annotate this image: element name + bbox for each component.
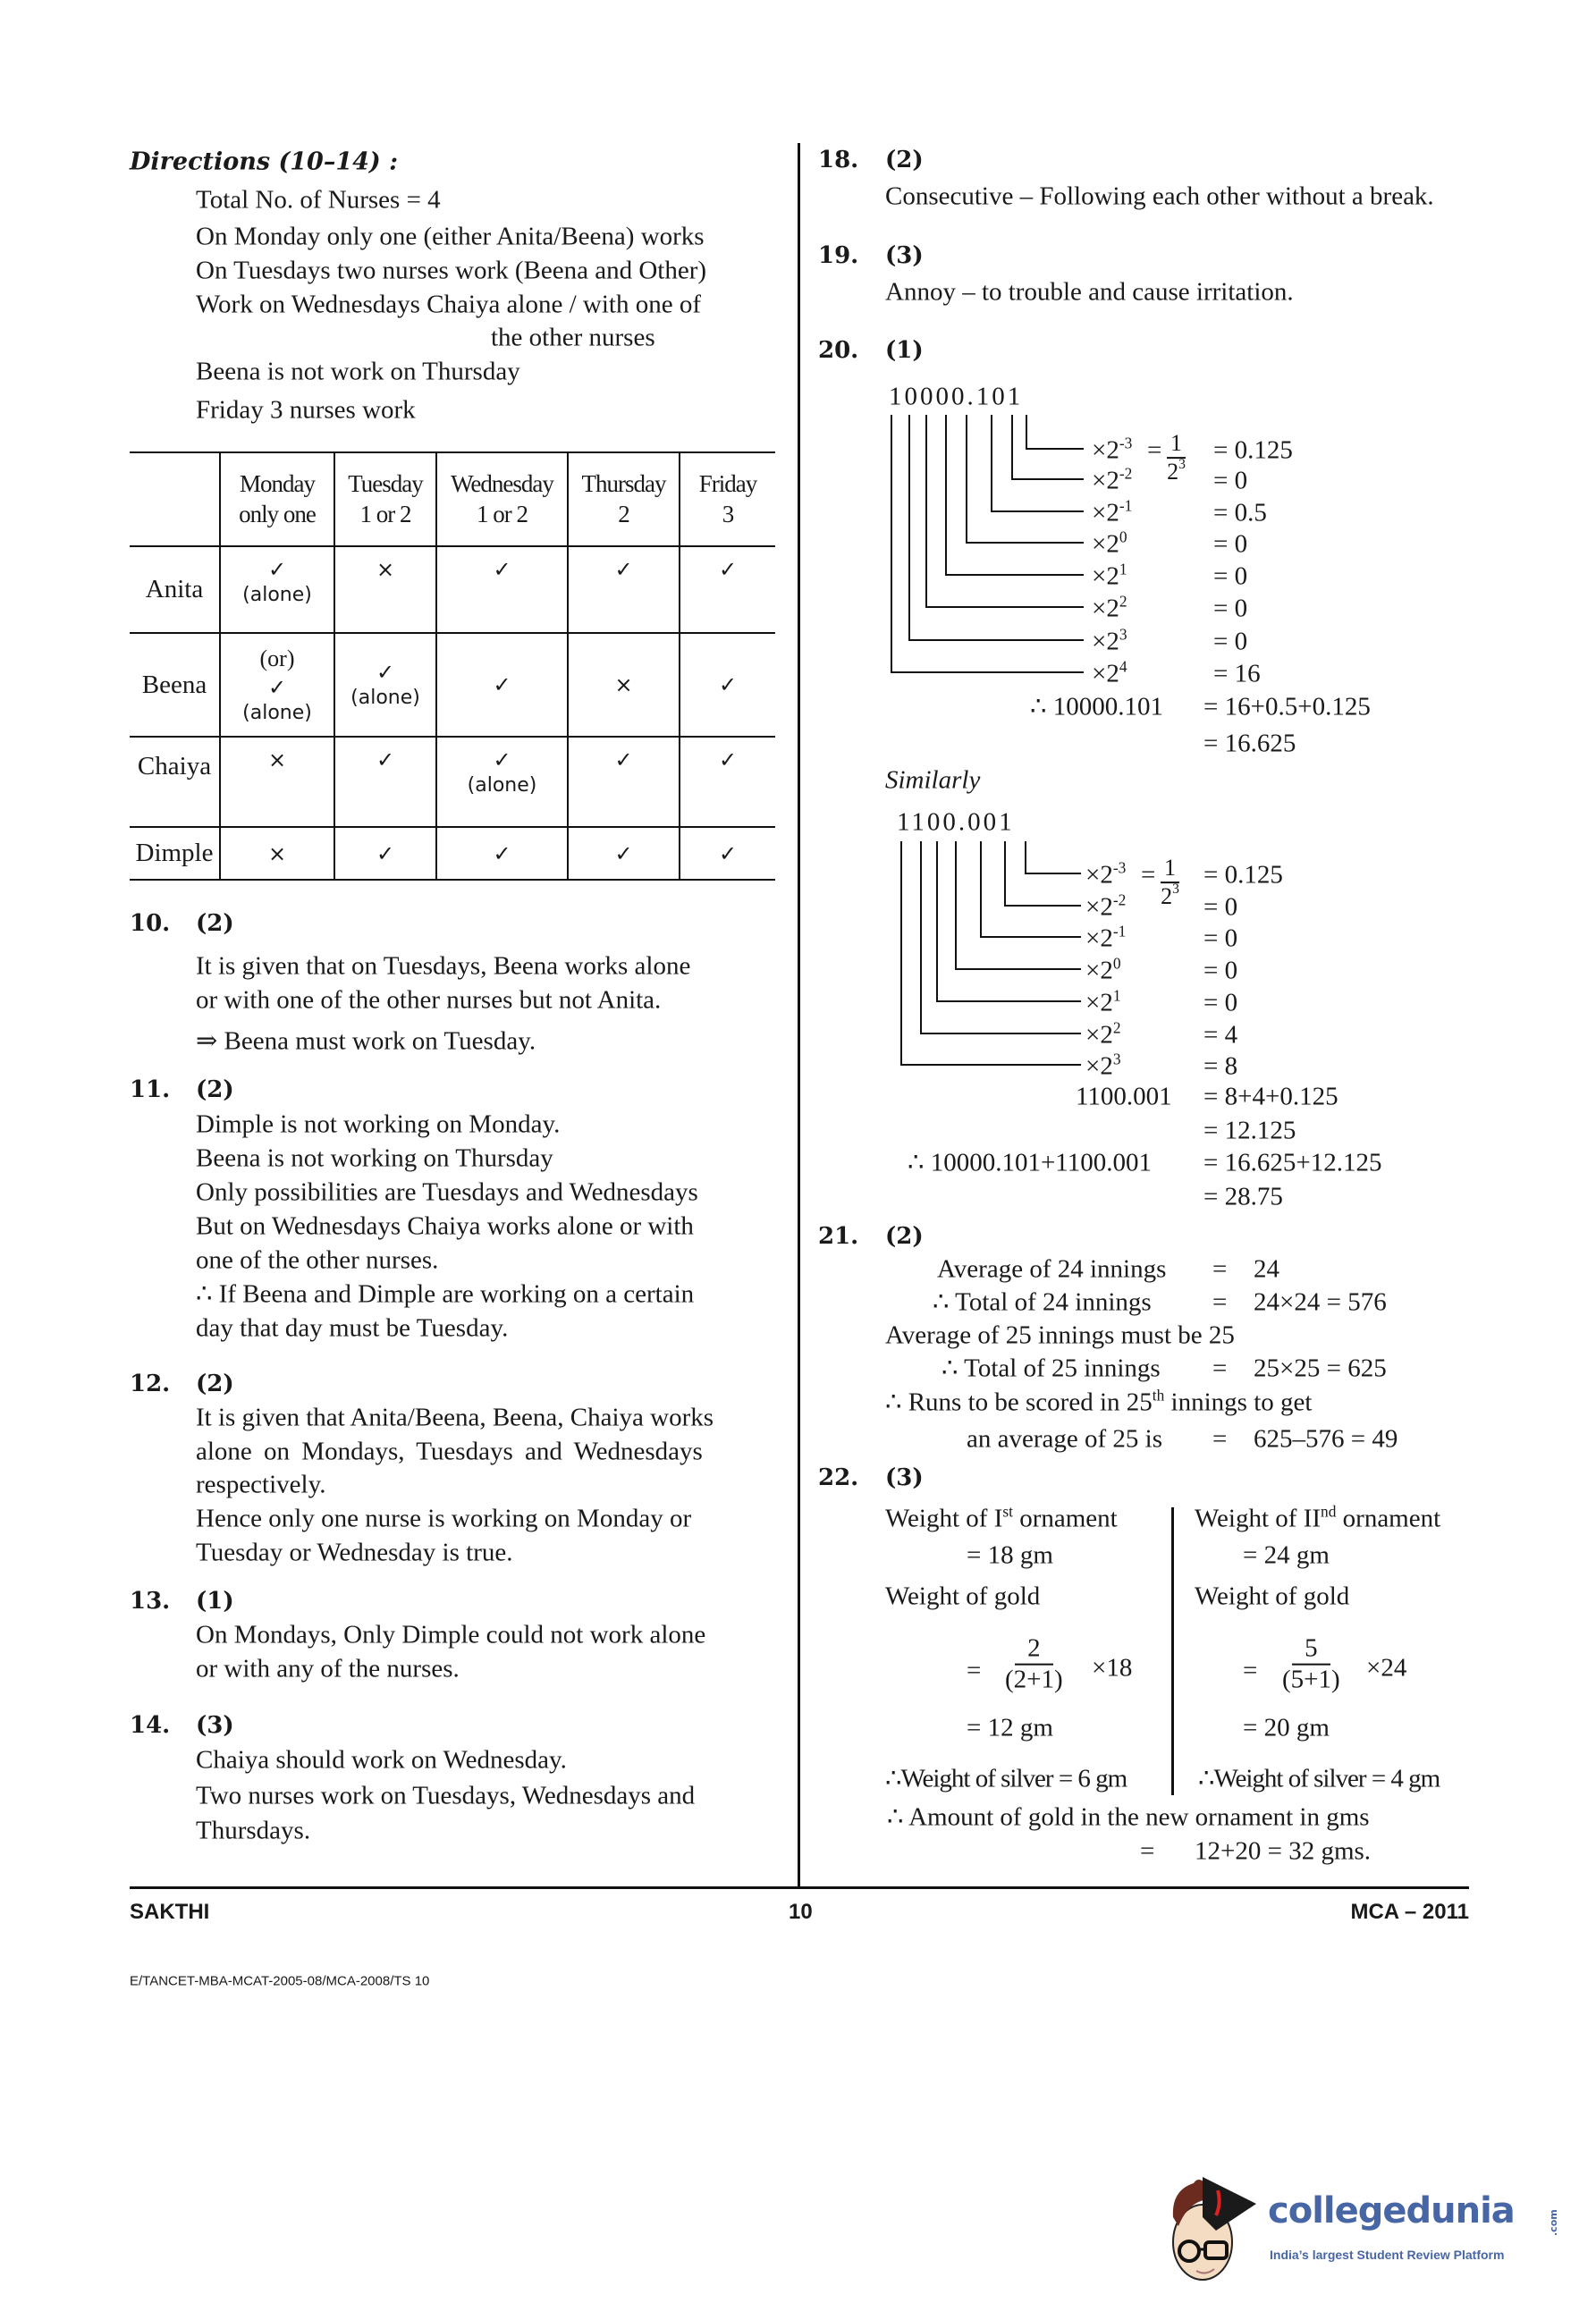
answer-line: ∴ Amount of gold in the new ornament in gms [887, 1802, 1370, 1832]
answer-line: respectively. [196, 1470, 326, 1499]
gold-result: = 20 gm [1243, 1713, 1330, 1742]
question-number: 11. [130, 1076, 171, 1103]
answer-line: Tuesday or Wednesday is true. [196, 1538, 513, 1567]
place-value: = 16 [1213, 659, 1261, 688]
answer-option: (2) [196, 1076, 234, 1103]
exponent: 3 [1172, 882, 1179, 897]
exponent: -1 [1112, 922, 1127, 941]
place-value: = 4 [1203, 1020, 1238, 1050]
exponent: 4 [1119, 657, 1127, 676]
header-count: 1 or 2 [477, 500, 528, 527]
answer-line: It is given that on Tuesdays, Beena works alone [196, 951, 691, 981]
answer-line: Hence only one nurse is working on Monday or [196, 1504, 692, 1533]
silver-weight: ∴Weight of silver = 4 gm [1198, 1764, 1440, 1793]
answer-line: Chaiya should work on Wednesday. [196, 1745, 567, 1775]
check-icon: ✓ [614, 747, 633, 772]
superscript: th [1152, 1386, 1165, 1405]
exponent: 3 [1178, 457, 1186, 472]
place-value-connector [981, 841, 1081, 937]
exponent: 0 [1112, 954, 1121, 973]
final-answer: 12+20 = 32 gms. [1195, 1836, 1372, 1866]
text: Weight of II [1195, 1504, 1322, 1533]
answer-value: 625–576 = 49 [1254, 1424, 1398, 1454]
check-icon: ✓ [493, 840, 511, 866]
answer-line: or with one of the other nurses but not Anita. [196, 985, 662, 1015]
check-icon: ✓ [614, 557, 633, 582]
text: innings to get [1164, 1388, 1313, 1417]
exponent: 2 [1119, 592, 1127, 611]
footer-publisher: SAKTHI [130, 1900, 210, 1924]
equals: = [1140, 1836, 1155, 1866]
header-day: Tuesday [348, 469, 423, 497]
place-value: = 8 [1203, 1051, 1238, 1081]
multiplier: ×18 [1092, 1653, 1133, 1683]
ornament-weight: = 24 gm [1243, 1540, 1330, 1570]
sum-expression: = 16+0.5+0.125 [1203, 692, 1371, 721]
answer-value: 24×24 = 576 [1254, 1287, 1387, 1317]
gold-fraction [1282, 1634, 1340, 1696]
numerator: 2 [1015, 1634, 1053, 1666]
direction-line: Beena is not work on Thursday [196, 357, 520, 386]
direction-line: Total No. of Nurses = 4 [196, 185, 441, 215]
nurse-name: Anita [130, 546, 220, 633]
power-of-two-label: $\times 2^2$ [1085, 1018, 1121, 1050]
fraction [1167, 430, 1186, 485]
direction-line: Friday 3 nurses work [196, 395, 416, 425]
cross-icon: × [614, 672, 633, 697]
answer-line: But on Wednesdays Chaiya works alone or with [196, 1211, 694, 1241]
total-expression: = 16.625+12.125 [1203, 1148, 1382, 1177]
answer-line: Average of 25 innings must be 25 [885, 1320, 1235, 1350]
answer-line: ⇒ Beena must work on Tuesday. [196, 1026, 536, 1056]
answer-line: alone on Mondays, Tuesdays and Wednesdays [196, 1437, 703, 1466]
multiplier: ×24 [1366, 1653, 1407, 1683]
mascot-icon [1162, 2164, 1261, 2289]
check-icon: ✓ [718, 840, 738, 866]
check-icon: ✓ [376, 747, 395, 772]
question-number: 22. [818, 1464, 859, 1491]
denominator: (2+1) [1005, 1666, 1063, 1694]
check-icon: ✓ [267, 674, 287, 700]
header-day: Friday [698, 469, 757, 497]
header-count: 2 [618, 500, 629, 527]
power-of-two-label: $\times 2^{-2}$ [1085, 890, 1127, 922]
place-value: = 0.5 [1213, 498, 1267, 527]
answer-option: (2) [885, 147, 924, 173]
header-count: 3 [722, 500, 734, 527]
answer-line: Only possibilities are Tuesdays and Wednesdays [196, 1177, 698, 1207]
cell-note: (alone) [467, 774, 537, 797]
binary-number: 10000.101 [889, 382, 1024, 411]
superscript: st [1002, 1502, 1013, 1521]
exponent: -3 [1119, 434, 1133, 452]
exponent: -3 [1112, 858, 1127, 877]
answer-line: Annoy – to trouble and cause irritation. [885, 277, 1294, 307]
power-of-two-label: $\times 2^{-3}$ [1092, 434, 1133, 465]
answer-value: 25×25 = 625 [1254, 1354, 1387, 1383]
superscript: nd [1321, 1502, 1337, 1521]
sum-result: = 12.125 [1203, 1116, 1296, 1145]
total-label: ∴ 10000.101+1100.001 [908, 1148, 1152, 1177]
place-value: = 0 [1213, 627, 1248, 656]
sum-expression: = 8+4+0.125 [1203, 1082, 1338, 1111]
check-icon: ✓ [376, 660, 395, 686]
place-value: = 0 [1213, 466, 1248, 495]
place-value-connector [1012, 415, 1084, 479]
answer-line: Dimple is not working on Monday. [196, 1109, 561, 1139]
text: ornament [1012, 1504, 1118, 1533]
exponent: -2 [1112, 890, 1127, 909]
text: Weight of I [885, 1504, 1003, 1533]
question-number: 20. [818, 337, 859, 364]
answer-value: 24 [1254, 1254, 1279, 1284]
answer-line: It is given that Anita/Beena, Beena, Chaiya works [196, 1403, 714, 1432]
equals: = [1141, 860, 1156, 890]
numerator: 1 [1167, 430, 1186, 459]
cell-note: (alone) [242, 584, 312, 606]
check-icon: ✓ [718, 672, 738, 697]
text: ornament [1336, 1504, 1441, 1533]
place-value: = 0 [1213, 561, 1248, 591]
question-number: 12. [130, 1371, 171, 1397]
power-of-two-label: $\times 2^{-3}$ [1085, 858, 1127, 890]
denominator: (5+1) [1282, 1666, 1340, 1694]
similarly-label: Similarly [885, 765, 981, 795]
cross-icon: × [267, 747, 287, 772]
cell-note: (or) [259, 645, 295, 671]
equals: = [1212, 1287, 1228, 1317]
nurse-name: Beena [130, 633, 220, 737]
header-day: Monday [240, 469, 315, 497]
power-of-two-label: $\times 2^3$ [1085, 1050, 1121, 1081]
place-value: = 0 [1213, 594, 1248, 623]
total-result: = 28.75 [1203, 1182, 1283, 1211]
answer-option: (2) [196, 910, 234, 937]
sum-label: ∴ 10000.101 [1030, 692, 1163, 721]
answer-line: Thursdays. [196, 1816, 311, 1845]
power-of-two-label: $\times 2^4$ [1092, 657, 1127, 688]
cell-note: (alone) [242, 701, 312, 724]
answer-option: (3) [885, 1464, 924, 1491]
logo-tagline: India’s largest Student Review Platform [1270, 2248, 1505, 2262]
exponent: -2 [1119, 464, 1133, 483]
page-number: 10 [789, 1900, 813, 1924]
answer-line: ∴ If Beena and Dimple are working on a certain [196, 1279, 695, 1309]
power-of-two-label: $\times 2^1$ [1085, 986, 1121, 1017]
gold-label: Weight of gold [885, 1582, 1041, 1611]
nurse-name: Chaiya [130, 737, 220, 827]
text: ∴ Runs to be scored in 25 [885, 1388, 1153, 1417]
cross-icon: × [376, 557, 395, 582]
answer-option: (3) [196, 1712, 234, 1739]
equals: = [1212, 1354, 1228, 1383]
numerator: 1 [1161, 855, 1179, 883]
question-number: 19. [818, 242, 859, 269]
numerator: 5 [1292, 1634, 1330, 1666]
collegedunia-logo[interactable] [1162, 2159, 1583, 2293]
logo-suffix: .com [1548, 2209, 1559, 2236]
check-icon: ✓ [493, 557, 511, 582]
footer-exam: MCA – 2011 [1350, 1900, 1469, 1924]
place-value: = 0.125 [1213, 435, 1293, 465]
power-of-two-label: $\times 2^{-2}$ [1092, 464, 1133, 495]
ornament-weight: = 18 gm [967, 1540, 1053, 1570]
place-value: = 0 [1203, 988, 1238, 1017]
question-number: 21. [818, 1223, 859, 1250]
answer-option: (3) [885, 242, 924, 269]
power-of-two-label: $\times 2^1$ [1092, 560, 1127, 591]
cross-icon: × [267, 840, 287, 866]
place-value-connector [937, 841, 1081, 1001]
answer-line: Two nurses work on Tuesdays, Wednesdays and [196, 1781, 696, 1810]
check-icon: ✓ [614, 840, 633, 866]
equals: = [1147, 435, 1162, 465]
cell-note: (alone) [350, 687, 420, 710]
question-number: 10. [130, 910, 171, 937]
direction-line: Work on Wednesdays Chaiya alone / with one of [196, 290, 702, 319]
ornament-divider [1171, 1507, 1174, 1795]
answer-line: one of the other nurses. [196, 1245, 439, 1275]
answer-line: an average of 25 is [967, 1424, 1163, 1454]
header-count: 1 or 2 [359, 500, 411, 527]
check-icon: ✓ [376, 840, 395, 866]
gold-label: Weight of gold [1195, 1582, 1350, 1611]
exponent: -1 [1119, 496, 1133, 515]
denominator [1161, 883, 1179, 910]
sum-label: 1100.001 [1076, 1082, 1172, 1111]
place-value-connector [1026, 841, 1081, 873]
ornament-title [885, 1502, 1118, 1533]
header-count: only one [239, 500, 316, 527]
gold-result: = 12 gm [967, 1713, 1053, 1742]
base: 2 [1167, 459, 1179, 485]
answer-line: On Mondays, Only Dimple could not work alone [196, 1620, 706, 1649]
document-code: E/TANCET-MBA-MCAT-2005-08/MCA-2008/TS 10 [130, 1973, 430, 1989]
question-number: 18. [818, 147, 859, 173]
footer-rule [130, 1886, 1469, 1889]
question-number: 13. [130, 1588, 171, 1615]
fraction [1161, 855, 1179, 910]
power-of-two-label: $\times 2^3$ [1092, 625, 1127, 656]
exponent: 1 [1119, 560, 1127, 578]
answer-line [885, 1386, 1313, 1417]
directions-title: Directions (10–14) : [130, 148, 399, 176]
check-icon: ✓ [493, 747, 511, 772]
direction-line: the other nurses [491, 323, 655, 352]
header-day: Wednesday [451, 469, 553, 497]
sum-result: = 16.625 [1203, 729, 1296, 758]
place-value-connector [1026, 415, 1084, 449]
exponent: 0 [1119, 527, 1127, 546]
direction-line: On Tuesdays two nurses work (Beena and Other) [196, 256, 707, 285]
exponent: 1 [1112, 986, 1121, 1005]
answer-line: Average of 24 innings [937, 1254, 1167, 1284]
answer-line: Consecutive – Following each other without a break. [885, 181, 1434, 211]
answer-line: Beena is not working on Thursday [196, 1143, 553, 1173]
equals: = [1212, 1424, 1228, 1454]
place-value-connector [901, 841, 1081, 1065]
place-value: = 0 [1203, 892, 1238, 922]
binary-number: 1100.001 [897, 807, 1015, 837]
place-value-connector [992, 415, 1084, 511]
question-number: 14. [130, 1712, 171, 1739]
place-value: = 0 [1213, 529, 1248, 559]
power-of-two-label: $\times 2^2$ [1092, 592, 1127, 623]
place-value: = 0.125 [1203, 860, 1283, 890]
place-value: = 0 [1203, 956, 1238, 985]
base: 2 [1161, 883, 1173, 909]
exponent: 3 [1112, 1050, 1121, 1068]
power-of-two-label: $\times 2^{-1}$ [1092, 496, 1133, 527]
check-icon: ✓ [718, 557, 738, 582]
header-day: Thursday [581, 469, 666, 497]
silver-weight: ∴Weight of silver = 6 gm [885, 1764, 1127, 1793]
answer-line: ∴ Total of 24 innings [933, 1287, 1152, 1317]
power-of-two-label: $\times 2^0$ [1085, 954, 1121, 985]
answer-option: (2) [196, 1371, 234, 1397]
nurse-name: Dimple [130, 827, 220, 880]
answer-option: (2) [885, 1223, 924, 1250]
exponent: 2 [1112, 1018, 1121, 1037]
answer-option: (1) [196, 1588, 234, 1615]
power-of-two-label: $\times 2^0$ [1092, 527, 1127, 559]
ornament-title [1195, 1502, 1441, 1533]
check-icon: ✓ [493, 672, 511, 697]
logo-wordmark: collegedunia [1268, 2190, 1515, 2231]
answer-option: (1) [885, 337, 924, 364]
answer-line: or with any of the nurses. [196, 1654, 460, 1683]
equals: = [967, 1656, 982, 1685]
check-icon: ✓ [718, 747, 738, 772]
power-of-two-label: $\times 2^{-1}$ [1085, 922, 1127, 953]
direction-line: On Monday only one (either Anita/Beena) works [196, 222, 705, 251]
place-value: = 0 [1203, 924, 1238, 953]
equals: = [1243, 1656, 1258, 1685]
denominator [1167, 459, 1186, 485]
answer-line: day that day must be Tuesday. [196, 1313, 509, 1343]
equals: = [1212, 1254, 1228, 1284]
gold-fraction [1005, 1634, 1063, 1696]
answer-line: ∴ Total of 25 innings [942, 1354, 1161, 1383]
check-icon: ✓ [267, 557, 287, 582]
exponent: 3 [1119, 625, 1127, 644]
